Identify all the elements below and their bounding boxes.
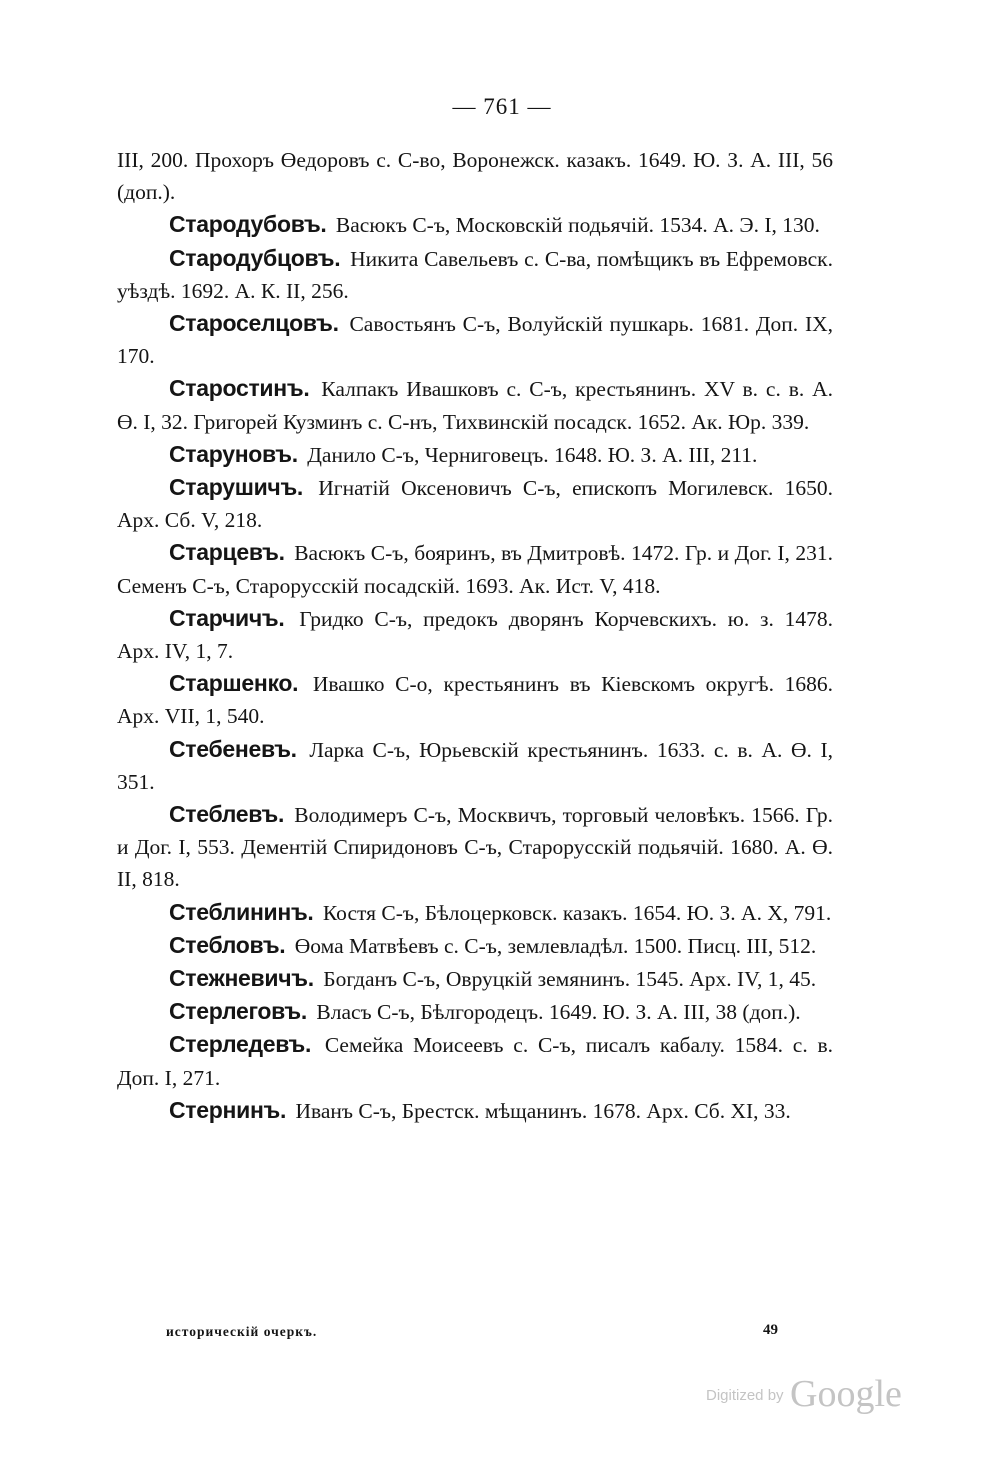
entry-headword: Стеблевъ. — [169, 801, 285, 828]
entry-headword: Стерлеговъ. — [169, 998, 307, 1025]
entry-text: Калпакъ Ивашковъ с. С-ъ, крестьянинъ. XV в. с. в. А. Ө. I, 32. Григорей Кузминъ с. С-нъ, Тихвинскій посадск. 1652. Ак. Юр. 339. — [117, 377, 834, 434]
dictionary-entry — [117, 995, 833, 1028]
entry-headword: Стернинъ. — [169, 1096, 287, 1123]
dictionary-entry — [117, 929, 833, 962]
dictionary-entry — [117, 798, 833, 896]
dictionary-entry — [117, 307, 833, 372]
dictionary-entry — [117, 1094, 833, 1127]
digitized-watermark — [706, 1372, 902, 1416]
entry-text: Володимеръ С-ъ, Москвичъ, торговый человѣкъ. 1566. Гр. и Дог. I, 553. Дементій Спиридоновъ С-ъ, Старорусскій подьячій. 1680. А. Ө. II, 818. — [117, 803, 834, 892]
dictionary-entry — [117, 144, 833, 208]
entry-text: Власъ С-ъ, Бѣлгородецъ. 1649. Ю. З. А. III, 38 (доп.). — [316, 1000, 801, 1025]
entry-text: Богданъ С-ъ, Овруцкій земянинъ. 1545. Арх. IV, 1, 45. — [323, 967, 817, 992]
entry-text: Никита Савельевъ с. С-ва, помѣщикъ въ Ефремовск. уѣздѣ. 1692. А. К. II, 256. — [117, 246, 833, 303]
entry-text: Игнатій Оксеновичъ С-ъ, епископъ Могилевск. 1650. Арх. Сб. V, 218. — [117, 476, 833, 533]
watermark-prefix: Digitized by — [706, 1387, 784, 1404]
dictionary-entry — [117, 602, 833, 667]
dictionary-entry — [117, 372, 833, 437]
entry-headword: Стежневичъ. — [169, 965, 314, 992]
entry-headword: Стебеневъ. — [169, 735, 297, 762]
entry-headword: Старуновъ. — [169, 440, 298, 467]
entry-text: III, 200. Прохоръ Өедоровъ с. С-во, Воронежск. казакъ. 1649. Ю. З. А. III, 56 (доп.). — [117, 148, 833, 205]
dictionary-text — [117, 144, 833, 1127]
entry-text: Ивашко С-о, крестьянинъ въ Кіевскомъ округѣ. 1686. Арх. VII, 1, 540. — [117, 672, 833, 729]
dictionary-entry — [117, 962, 833, 995]
entry-text: Семейка Моисеевъ с. С-ъ, писалъ кабалу. 1584. с. в. Доп. I, 271. — [117, 1033, 833, 1090]
dictionary-entry — [117, 1028, 833, 1093]
entry-text: Савостьянъ С-ъ, Волуйскій пушкарь. 1681. Доп. IX, 170. — [117, 312, 834, 369]
dictionary-entry — [117, 896, 833, 929]
signature-number: 49 — [763, 1322, 778, 1338]
entry-text: Данило С-ъ, Черниговецъ. 1648. Ю. З. А. III, 211. — [307, 442, 758, 467]
dictionary-entry — [117, 667, 833, 732]
entry-headword: Старостинъ. — [169, 375, 310, 402]
dictionary-entry — [117, 242, 833, 307]
entry-text: Васюкъ С-ъ, Московскій подьячій. 1534. А. Э. I, 130. — [335, 213, 820, 238]
entry-headword: Старчичъ. — [169, 604, 285, 631]
entry-text: Гридко С-ъ, предокъ дворянъ Корчевскихъ. ю. з. 1478. Арх. IV, 1, 7. — [117, 606, 833, 664]
signature-mark: историческій очеркъ. — [166, 1324, 318, 1339]
page-number: — 761 — — [452, 94, 552, 119]
dictionary-entry — [117, 733, 833, 798]
entry-text: Иванъ С-ъ, Брестск. мѣщанинъ. 1678. Арх. Сб. XI, 33. — [295, 1098, 791, 1123]
dictionary-entry — [117, 536, 833, 601]
entry-headword: Старушичъ. — [169, 474, 304, 501]
entry-headword: Стерледевъ. — [169, 1031, 312, 1058]
entry-headword: Старшенко. — [169, 670, 299, 697]
dictionary-entry — [117, 208, 833, 241]
entry-headword: Стебловъ. — [169, 931, 286, 958]
entry-headword: Старцевъ. — [169, 539, 285, 566]
entry-text: Костя С-ъ, Бѣлоцерковск. казакъ. 1654. Ю. З. А. X, 791. — [322, 900, 832, 925]
entry-headword: Стеблининъ. — [169, 898, 314, 925]
google-logo: Google — [790, 1373, 902, 1415]
entry-headword: Стародубцовъ. — [169, 244, 341, 271]
entry-text: Васюкъ С-ъ, бояринъ, въ Дмитровѣ. 1472. Гр. и Дог. I, 231. Семенъ С-ъ, Старорусскій посадскій. 1693. Ак. Ист. V, 418. — [117, 541, 834, 598]
dictionary-entry — [117, 471, 833, 536]
dictionary-entry — [117, 438, 833, 471]
entry-headword: Староселцовъ. — [169, 310, 339, 337]
entry-text: Өома Матвѣевъ с. С-ъ, землевладѣл. 1500. Писц. III, 512. — [294, 933, 817, 958]
entry-headword: Стародубовъ. — [169, 211, 327, 238]
entry-text: Ларка С-ъ, Юрьевскій крестьянинъ. 1633. с. в. А. Ө. I, 351. — [117, 737, 833, 794]
